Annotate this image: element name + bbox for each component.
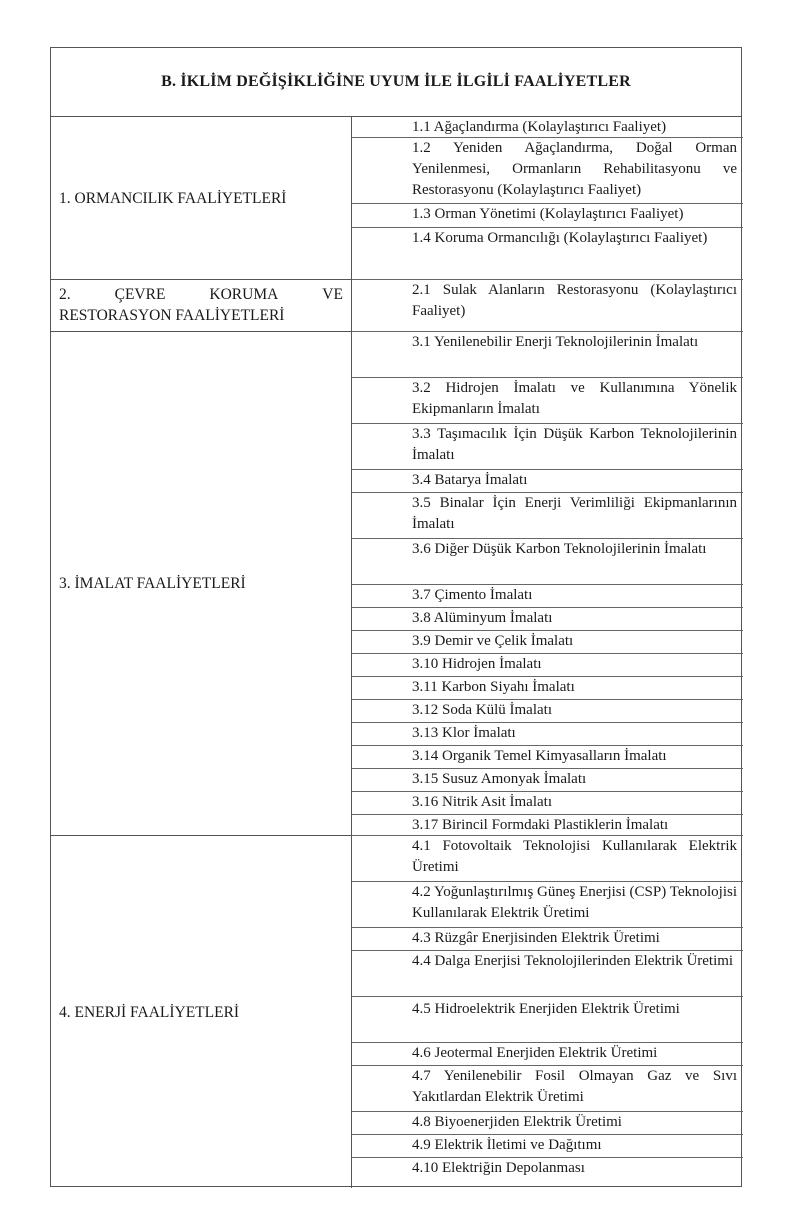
list-item: 3.3 Taşımacılık İçin Düşük Karbon Teknolojilerinin İmalatı [352, 424, 743, 470]
list-item: 1.4 Koruma Ormancılığı (Kolaylaştırıcı Faaliyet) [352, 228, 743, 280]
list-item: 3.9 Demir ve Çelik İmalatı [352, 631, 743, 654]
list-item: 3.4 Batarya İmalatı [352, 470, 743, 493]
list-item: 3.12 Soda Külü İmalatı [352, 700, 743, 723]
list-item: 3.7 Çimento İmalatı [352, 585, 743, 608]
list-item: 4.1 Fotovoltaik Teknolojisi Kullanılarak Elektrik Üretimi [352, 836, 743, 882]
list-item: 3.13 Klor İmalatı [352, 723, 743, 746]
list-item: 3.15 Susuz Amonyak İmalatı [352, 769, 743, 792]
list-item: 1.1 Ağaçlandırma (Kolaylaştırıcı Faaliyet) [352, 117, 743, 138]
list-item: 4.8 Biyoenerjiden Elektrik Üretimi [352, 1112, 743, 1135]
category-environment [51, 280, 351, 332]
category-label-line2: RESTORASYON FAALİYETLERİ [59, 307, 285, 324]
list-item: 4.7 Yenilenebilir Fosil Olmayan Gaz ve Sıvı Yakıtlardan Elektrik Üretimi [352, 1066, 743, 1112]
list-item: 3.1 Yenilenebilir Enerji Teknolojilerinin İmalatı [352, 332, 743, 378]
category-label: 1. ORMANCILIK FAALİYETLERİ [59, 189, 287, 207]
list-item: 4.10 Elektriğin Depolanması [412, 1160, 585, 1176]
list-item: 3.16 Nitrik Asit İmalatı [352, 792, 743, 815]
category-manufacturing [51, 332, 351, 836]
list-item: 3.6 Diğer Düşük Karbon Teknolojilerinin İmalatı [352, 539, 743, 585]
list-item: 1.3 Orman Yönetimi (Kolaylaştırıcı Faaliyet) [352, 204, 743, 228]
list-item: 3.14 Organik Temel Kimyasalların İmalatı [352, 746, 743, 769]
list-item: 4.5 Hidroelektrik Enerjiden Elektrik Üretimi [352, 997, 743, 1043]
category-label: 3. İMALAT FAALİYETLERİ [59, 575, 246, 592]
list-item: 2.1 Sulak Alanların Restorasyonu (Kolaylaştırıcı Faaliyet) [352, 280, 743, 332]
list-item: 3.5 Binalar İçin Enerji Verimliliği Ekipmanlarının İmalatı [352, 493, 743, 539]
list-item: 3.2 Hidrojen İmalatı ve Kullanımına Yönelik Ekipmanların İmalatı [352, 378, 743, 424]
activity-list [352, 117, 743, 1188]
list-item: 3.17 Birincil Formdaki Plastiklerin İmalatı [352, 815, 743, 836]
activities-table [50, 47, 742, 1187]
list-item: 4.6 Jeotermal Enerjiden Elektrik Üretimi [352, 1043, 743, 1066]
list-item: 4.4 Dalga Enerjisi Teknolojilerinden Elektrik Üretimi [352, 951, 743, 997]
list-item: 1.2 Yeniden Ağaçlandırma, Doğal Orman Yenilenmesi, Ormanların Rehabilitasyonu ve Restorasyonu (Kolaylaştırıcı Faaliyet) [352, 138, 743, 204]
list-item: 4.3 Rüzgâr Enerjisinden Elektrik Üretimi [352, 928, 743, 951]
list-item: 3.8 Alüminyum İmalatı [352, 608, 743, 631]
list-item: 4.2 Yoğunlaştırılmış Güneş Enerjisi (CSP) Teknolojisi Kullanılarak Elektrik Üretimi [352, 882, 743, 928]
table-title: B. İKLİM DEĞİŞİKLİĞİNE UYUM İLE İLGİLİ FAALİYETLER [51, 48, 741, 117]
list-item: 4.9 Elektrik İletimi ve Dağıtımı [352, 1135, 743, 1158]
category-label: 4. ENERJİ FAALİYETLERİ [59, 1003, 240, 1021]
list-item: 3.10 Hidrojen İmalatı [352, 654, 743, 677]
category-energy [51, 836, 351, 1188]
list-item: 3.11 Karbon Siyahı İmalatı [352, 677, 743, 700]
category-label-line1: 2. ÇEVRE KORUMA VE [59, 286, 343, 303]
category-forestry [51, 117, 351, 280]
